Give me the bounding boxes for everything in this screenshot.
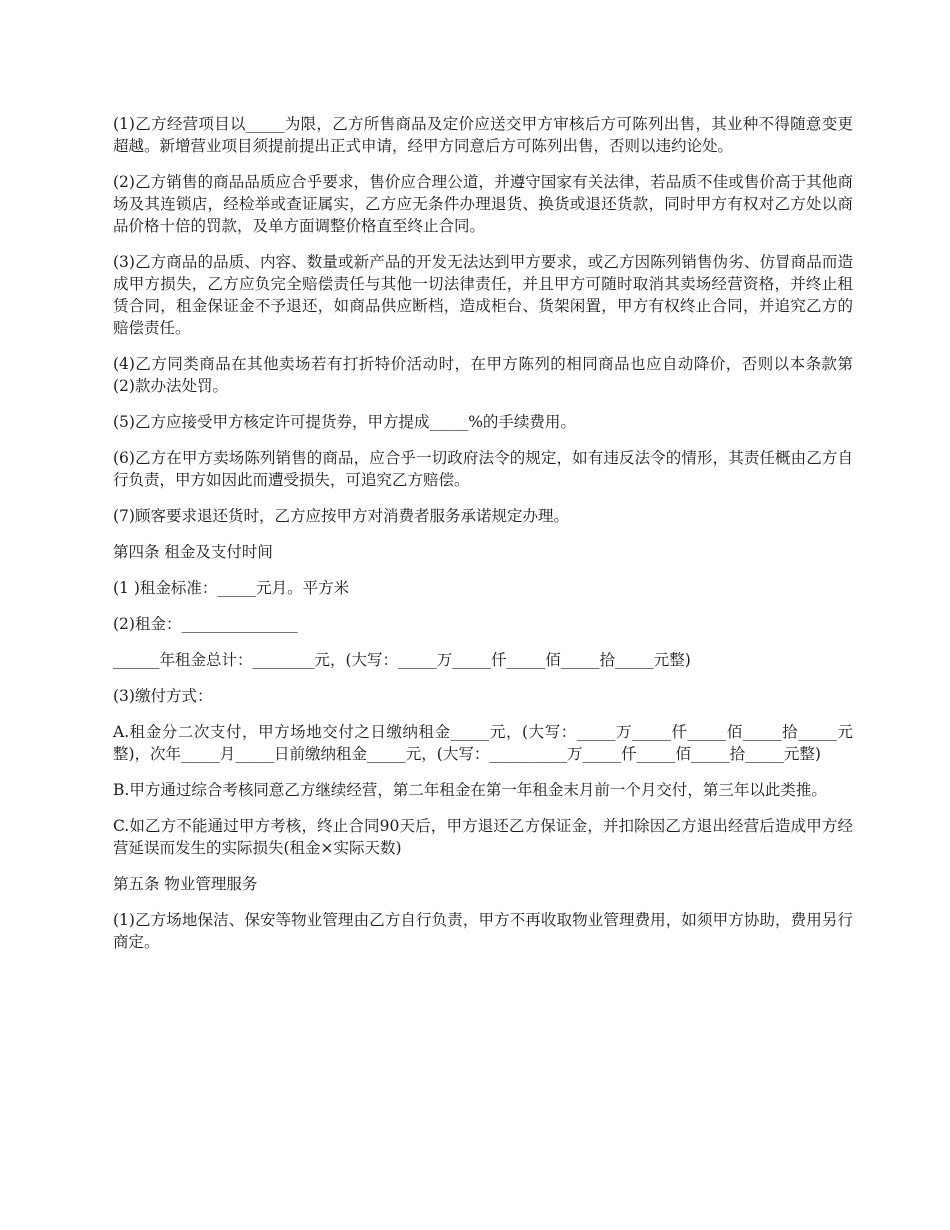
property-management-clause-1: (1)乙方场地保洁、保安等物业管理由乙方自行负责，甲方不再收取物业管理费用，如须甲方协助，费用另行商定。 xyxy=(113,911,853,951)
annual-rent-total: ______年租金总计：________元，(大写：_____万_____仟_____佰_____拾_____元整) xyxy=(113,651,691,669)
payment-option-a: A.租金分二次支付，甲方场地交付之日缴纳租金_____元，(大写：_____万_____仟_____佰_____拾_____元整)，次年_____月_____日前缴纳租金_____元，(大写：__________万_____仟_____佰_____拾_____元整) xyxy=(113,723,853,763)
clause-5-voucher-fee: (5)乙方应接受甲方核定许可提货券，甲方提成_____%的手续费用。 xyxy=(113,413,576,431)
rent-standard: (1 )租金标准：_____元月。平方米 xyxy=(113,579,350,597)
clause-2-product-quality: (2)乙方销售的商品品质应合乎要求，售价应合理公道，并遵守国家有关法律，若品质不佳或售价高于其他商场及其连锁店，经检举或查证属实，乙方应无条件办理退货、换货或退还货款，同时甲方有权对乙方处以商品价格十倍的罚款，及单方面调整价格直至终止合同。 xyxy=(113,173,853,235)
article-4-heading: 第四条 租金及支付时间 xyxy=(113,543,273,561)
clause-3-compensation: (3)乙方商品的品质、内容、数量或新产品的开发无法达到甲方要求，或乙方因陈列销售伪劣、仿冒商品而造成甲方损失，乙方应负完全赔偿责任与其他一切法律责任，并且甲方可随时取消其卖场经营资格，并终止租赁合同，租金保证金不予退还，如商品供应断档，造成柜台、货架闲置，甲方有权终止合同，并追究乙方的赔偿责任。 xyxy=(113,253,853,337)
payment-option-c: C.如乙方不能通过甲方考核，终止合同90天后，甲方退还乙方保证金，并扣除因乙方退出经营后造成甲方经营延误而发生的实际损失(租金×实际天数) xyxy=(113,817,853,857)
clause-4-discount: (4)乙方同类商品在其他卖场若有打折特价活动时，在甲方陈列的相同商品也应自动降价，否则以本条款第(2)款办法处罚。 xyxy=(113,355,853,395)
clause-1-business-scope: (1)乙方经营项目以_____为限，乙方所售商品及定价应送交甲方审核后方可陈列出售，其业种不得随意变更超越。新增营业项目须提前提出正式申请，经甲方同意后方可陈列出售，否则以违约论处。 xyxy=(113,115,853,155)
payment-method: (3)缴付方式： xyxy=(113,687,213,705)
article-5-heading: 第五条 物业管理服务 xyxy=(113,875,258,893)
document-page xyxy=(113,113,853,967)
rent-amount: (2)租金：_______________ xyxy=(113,615,298,633)
payment-option-b: B.甲方通过综合考核同意乙方继续经营，第二年租金在第一年租金末月前一个月交付，第三年以此类推。 xyxy=(113,781,827,799)
clause-6-legal-compliance: (6)乙方在甲方卖场陈列销售的商品，应合乎一切政府法令的规定，如有违反法令的情形，其责任概由乙方自行负责，甲方如因此而遭受损失，可追究乙方赔偿。 xyxy=(113,449,853,489)
clause-7-returns: (7)顾客要求退还货时，乙方应按甲方对消费者服务承诺规定办理。 xyxy=(113,507,569,525)
